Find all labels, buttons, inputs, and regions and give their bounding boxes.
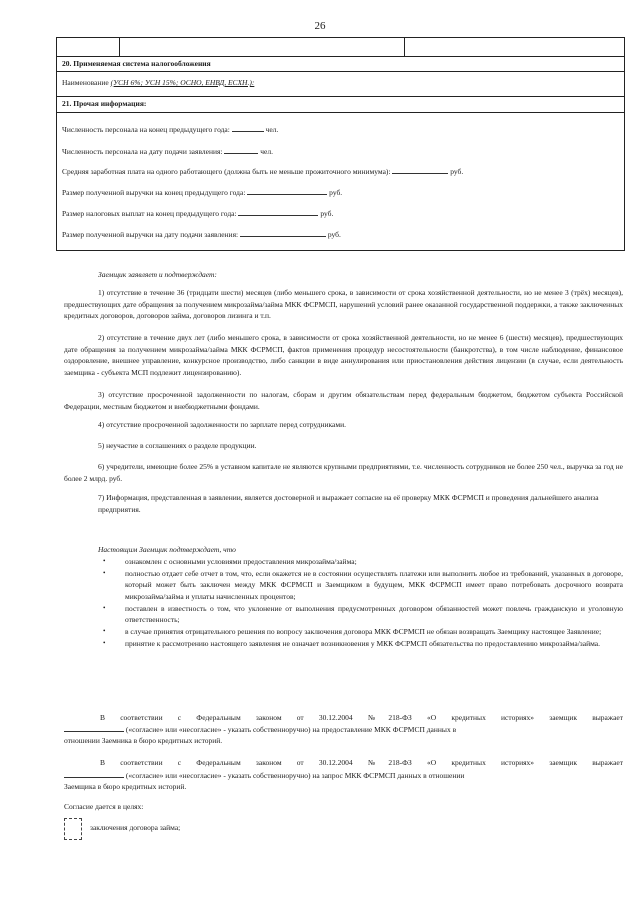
- consent-2-line-2: [64, 770, 623, 780]
- declaration-item-5: 5) неучастие в соглашениях о разделе продукции.: [98, 441, 257, 450]
- section20-title: 20. Применяемая система налогообложения: [62, 59, 211, 68]
- fill-line[interactable]: [232, 124, 264, 132]
- section20-field: [62, 78, 254, 87]
- list-item: [97, 556, 623, 567]
- cell-divider: [119, 38, 120, 56]
- declaration-item-6: 6) учредители, имеющие более 25% в уставном капитале не являются крупными предприятиями, т.е. численность сотрудников не более 250 чел., выручка за год не более 2 млрд. руб.: [64, 462, 623, 483]
- tax-payments-field[interactable]: [62, 208, 333, 218]
- row-divider: [57, 112, 624, 113]
- field-label: Средняя заработная плата на одного работающего (должна быть не меньше прожиточного минимума):: [62, 167, 391, 176]
- consent-1-instruction: («согласие» или «несогласие» - указать собственноручно) на предоставление МКК ФСРМСП данных в: [125, 725, 457, 734]
- loan-agreement-checkbox[interactable]: [64, 818, 82, 840]
- fill-line[interactable]: [392, 166, 448, 174]
- revenue-year-end-field[interactable]: [62, 187, 342, 197]
- declaration-item-2: 2) отсутствие в течение двух лет (либо меньшего срока, в зависимости от срока хозяйственной деятельности, но не менее 6 (шести) месяцев), предшествующих дате обращения за получением микрозайма/займа МКК ФСРМСП, фактов применения процедур несостоятельности (банкротства), в том числе наблюдение, финансовое оздоровление, внешнее управление, конкурсное производство, либо санкции в виде аннулирования или приостановления действия лицензии (в случае, если деятельность заемщика - субъекта МСП подлежит лицензированию).: [64, 333, 623, 377]
- row-divider: [57, 96, 624, 97]
- field-label: Размер налоговых выплат на конец предыдущего года:: [62, 209, 237, 218]
- field-unit: руб.: [327, 230, 341, 239]
- list-item: [97, 626, 623, 637]
- section20-label: Наименование: [62, 78, 109, 87]
- consent-purpose-label: Согласие дается в целях:: [64, 802, 144, 811]
- field-unit: руб.: [329, 188, 343, 197]
- declaration-item-7: 7) Информация, представленная в заявлении, является достоверной и выражает согласие на её проверку МКК ФСРМСП и проведения дальнейшего анализа предприятия.: [98, 493, 599, 514]
- row-divider: [57, 56, 624, 57]
- bullet-icon: •: [103, 639, 106, 648]
- consent-1-line-3: отношении Заемника в бюро кредитных историй.: [64, 736, 223, 745]
- staff-application-date-field[interactable]: [62, 146, 273, 156]
- declaration-heading: Заемщик заявляет и подтверждает:: [98, 270, 217, 279]
- confirmation-list: [97, 556, 623, 651]
- page-number: 26: [314, 20, 326, 32]
- consent-2-signature-line[interactable]: [64, 770, 124, 778]
- revenue-application-date-field[interactable]: [62, 229, 341, 239]
- staff-year-end-field[interactable]: [62, 124, 278, 134]
- form-table-top-row: [57, 38, 626, 56]
- field-unit: чел.: [260, 147, 273, 156]
- consent-1-line-2: [64, 724, 623, 734]
- fill-line[interactable]: [247, 187, 327, 195]
- row-divider: [57, 71, 624, 72]
- bullet-icon: •: [103, 557, 106, 565]
- cell-divider: [404, 38, 405, 56]
- bullet-icon: •: [103, 603, 106, 612]
- average-salary-field[interactable]: [62, 166, 463, 176]
- loan-agreement-checkbox-label: заключения договора займа;: [90, 823, 181, 832]
- consent-2-line-3: Заемщика в бюро кредитных историй.: [64, 782, 187, 791]
- consent-2-instruction: («согласие» или «несогласие» - указать собственноручно) на запрос МКК ФСРМСП данных в отношении: [125, 771, 465, 780]
- declaration-item-4: 4) отсутствие просроченной задолженности по зарплате перед сотрудниками.: [98, 420, 347, 429]
- fill-line[interactable]: [224, 146, 258, 154]
- list-item-text: поставлен в известность о том, что уклонение от выполнения предусмотренных договором обязанностей может повлечь гражданскую и уголовную ответственность;: [125, 603, 623, 625]
- consent-1-line-1: В соответствии с Федеральным законом от 30.12.2004 №218-ФЗ «О кредитных историях» заемщик выражает: [100, 713, 623, 722]
- declaration-item-3: 3) отсутствие просроченной задолженности по налогам, сборам и другим обязательствам перед федеральным бюджетом, бюджетом субъекта Российской Федерации, местным бюджетом и внебюджетными фондами.: [64, 390, 623, 411]
- field-unit: руб.: [450, 167, 464, 176]
- field-label: Численность персонала на конец предыдущего года:: [62, 125, 230, 134]
- list-item-text: в случае принятия отрицательного решения по вопросу заключения договора МКК ФСРМСП не обязан возвращать Заемщику настоящее Заявление;: [125, 627, 602, 637]
- list-item-text: ознакомлен с основными условиями предоставления микрозайма/займа;: [125, 557, 357, 566]
- list-item-text: принятие к рассмотрению настоящего заявления не означает возникновения у МКК ФСРМСП обязательства по предоставлению микрозайма/займа.: [125, 639, 600, 649]
- field-label: Численность персонала на дату подачи заявления:: [62, 147, 223, 156]
- list-item-text: полностью отдает себе отчет в том, что, если окажется не в состоянии осуществлять платежи или выполнить любое из требований, указанных в договоре, который может быть заключен между МКК ФСРМСП и Заемщиком в будущем, МКК ФСРМСП имеет право потребовать досрочного возврата микрозайма/займа и уплаты начисленных процентов;: [125, 569, 623, 601]
- confirmation-heading: Настоящим Заемщик подтверждает, что: [98, 545, 236, 554]
- consent-2-line-1: В соответствии с Федеральным законом от 30.12.2004 №218-ФЗ «О кредитных историях» заемщик выражает: [100, 758, 623, 767]
- declaration-item-1: 1) отсутствие в течение 36 (тридцати шести) месяцев (либо меньшего срока, в зависимости от срока хозяйственной деятельности, но не менее 3 (трёх) месяцев), предшествующих дате обращения за получением микрозайма/займа МКК ФСРМСП, нарушений условий ранее оказанной государственной поддержки, а также заключенных кредитных договоров, договоров займа, договоров лизинга и т.п.: [64, 288, 623, 321]
- section21-title: 21. Прочая информация:: [62, 99, 147, 108]
- bullet-icon: •: [103, 627, 106, 636]
- list-item: [97, 603, 623, 625]
- consent-1-signature-line[interactable]: [64, 724, 124, 732]
- list-item: [97, 568, 623, 602]
- fill-line[interactable]: [238, 208, 318, 216]
- section20-options[interactable]: (УСН 6%; УСН 15%; ОСНО, ЕНВД, ЕСХН.):: [110, 78, 255, 87]
- bullet-icon: •: [103, 569, 106, 578]
- field-unit: чел.: [265, 125, 279, 134]
- field-label: Размер полученной выручки на дату подачи заявления:: [62, 230, 239, 239]
- list-item: [97, 638, 623, 649]
- field-label: Размер полученной выручки на конец предыдущего года:: [62, 188, 246, 197]
- fill-line[interactable]: [240, 229, 326, 237]
- field-unit: руб.: [320, 209, 334, 218]
- form-table: [56, 37, 625, 251]
